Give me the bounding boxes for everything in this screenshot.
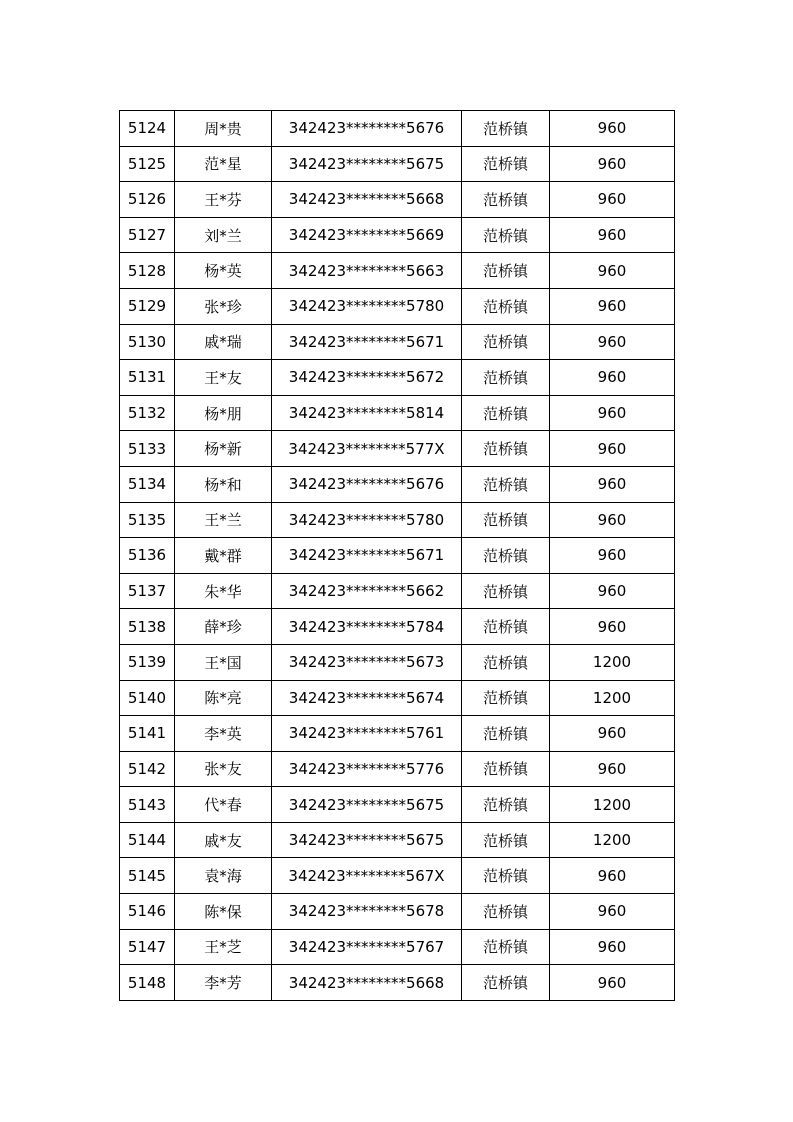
id-number-cell: 342423********5678 [272,894,462,930]
amount-cell: 960 [550,146,675,182]
table-row [120,680,675,716]
town-cell: 范桥镇 [462,431,550,467]
serial-number-cell: 5140 [120,680,175,716]
town-cell: 范桥镇 [462,217,550,253]
name-cell: 周*贵 [175,111,272,147]
town-cell: 范桥镇 [462,644,550,680]
amount-cell: 960 [550,858,675,894]
table-row [120,751,675,787]
town-cell: 范桥镇 [462,324,550,360]
amount-cell: 960 [550,111,675,147]
name-cell: 朱*华 [175,573,272,609]
amount-cell: 960 [550,466,675,502]
town-cell: 范桥镇 [462,182,550,218]
serial-number-cell: 5124 [120,111,175,147]
table-row [120,395,675,431]
table-row [120,431,675,467]
id-number-cell: 342423********5674 [272,680,462,716]
table-row [120,111,675,147]
name-cell: 王*友 [175,360,272,396]
town-cell: 范桥镇 [462,751,550,787]
id-number-cell: 342423********5671 [272,324,462,360]
name-cell: 范*星 [175,146,272,182]
serial-number-cell: 5144 [120,822,175,858]
town-cell: 范桥镇 [462,253,550,289]
id-number-cell: 342423********5669 [272,217,462,253]
table-row [120,894,675,930]
serial-number-cell: 5125 [120,146,175,182]
serial-number-cell: 5143 [120,787,175,823]
town-cell: 范桥镇 [462,680,550,716]
amount-cell: 960 [550,751,675,787]
name-cell: 王*芬 [175,182,272,218]
name-cell: 袁*海 [175,858,272,894]
table-row [120,288,675,324]
serial-number-cell: 5141 [120,716,175,752]
name-cell: 王*芝 [175,929,272,965]
serial-number-cell: 5131 [120,360,175,396]
town-cell: 范桥镇 [462,965,550,1001]
serial-number-cell: 5137 [120,573,175,609]
serial-number-cell: 5127 [120,217,175,253]
serial-number-cell: 5147 [120,929,175,965]
town-cell: 范桥镇 [462,111,550,147]
table-row [120,716,675,752]
amount-cell: 960 [550,217,675,253]
name-cell: 杨*英 [175,253,272,289]
serial-number-cell: 5145 [120,858,175,894]
table-row [120,644,675,680]
name-cell: 薛*珍 [175,609,272,645]
amount-cell: 960 [550,929,675,965]
serial-number-cell: 5139 [120,644,175,680]
amount-cell: 960 [550,288,675,324]
serial-number-cell: 5138 [120,609,175,645]
id-number-cell: 342423********5675 [272,146,462,182]
town-cell: 范桥镇 [462,288,550,324]
id-number-cell: 342423********5672 [272,360,462,396]
id-number-cell: 342423********5780 [272,502,462,538]
amount-cell: 960 [550,253,675,289]
amount-cell: 960 [550,573,675,609]
name-cell: 陈*保 [175,894,272,930]
table-row [120,360,675,396]
id-number-cell: 342423********5668 [272,965,462,1001]
id-number-cell: 342423********577X [272,431,462,467]
amount-cell: 960 [550,360,675,396]
amount-cell: 960 [550,502,675,538]
id-number-cell: 342423********5668 [272,182,462,218]
amount-cell: 960 [550,609,675,645]
id-number-cell: 342423********5663 [272,253,462,289]
amount-cell: 960 [550,965,675,1001]
id-number-cell: 342423********5671 [272,538,462,574]
table-row [120,217,675,253]
serial-number-cell: 5136 [120,538,175,574]
name-cell: 杨*朋 [175,395,272,431]
town-cell: 范桥镇 [462,929,550,965]
name-cell: 王*国 [175,644,272,680]
id-number-cell: 342423********5761 [272,716,462,752]
id-number-cell: 342423********5676 [272,466,462,502]
name-cell: 张*友 [175,751,272,787]
town-cell: 范桥镇 [462,609,550,645]
table-row [120,573,675,609]
name-cell: 陈*亮 [175,680,272,716]
id-number-cell: 342423********5814 [272,395,462,431]
table-row [120,965,675,1001]
name-cell: 王*兰 [175,502,272,538]
amount-cell: 1200 [550,680,675,716]
table-row [120,858,675,894]
name-cell: 刘*兰 [175,217,272,253]
roster-table [119,110,675,1001]
amount-cell: 960 [550,395,675,431]
name-cell: 杨*新 [175,431,272,467]
table-row [120,538,675,574]
town-cell: 范桥镇 [462,894,550,930]
amount-cell: 960 [550,182,675,218]
id-number-cell: 342423********5780 [272,288,462,324]
name-cell: 戴*群 [175,538,272,574]
serial-number-cell: 5142 [120,751,175,787]
table-row [120,609,675,645]
name-cell: 戚*瑞 [175,324,272,360]
serial-number-cell: 5133 [120,431,175,467]
serial-number-cell: 5148 [120,965,175,1001]
serial-number-cell: 5128 [120,253,175,289]
amount-cell: 960 [550,894,675,930]
table-row [120,502,675,538]
amount-cell: 1200 [550,644,675,680]
amount-cell: 960 [550,538,675,574]
amount-cell: 960 [550,716,675,752]
id-number-cell: 342423********5676 [272,111,462,147]
id-number-cell: 342423********5784 [272,609,462,645]
id-number-cell: 342423********5662 [272,573,462,609]
serial-number-cell: 5146 [120,894,175,930]
serial-number-cell: 5126 [120,182,175,218]
id-number-cell: 342423********5675 [272,787,462,823]
amount-cell: 960 [550,324,675,360]
id-number-cell: 342423********5673 [272,644,462,680]
name-cell: 李*芳 [175,965,272,1001]
table-row [120,324,675,360]
serial-number-cell: 5132 [120,395,175,431]
town-cell: 范桥镇 [462,538,550,574]
table-row [120,822,675,858]
id-number-cell: 342423********5675 [272,822,462,858]
serial-number-cell: 5129 [120,288,175,324]
table-row [120,787,675,823]
town-cell: 范桥镇 [462,502,550,538]
serial-number-cell: 5134 [120,466,175,502]
town-cell: 范桥镇 [462,822,550,858]
serial-number-cell: 5135 [120,502,175,538]
town-cell: 范桥镇 [462,360,550,396]
table-row [120,253,675,289]
table-row [120,182,675,218]
amount-cell: 1200 [550,787,675,823]
id-number-cell: 342423********5767 [272,929,462,965]
roster-table-body [120,111,675,1001]
amount-cell: 1200 [550,822,675,858]
serial-number-cell: 5130 [120,324,175,360]
table-row [120,146,675,182]
town-cell: 范桥镇 [462,787,550,823]
name-cell: 李*英 [175,716,272,752]
name-cell: 杨*和 [175,466,272,502]
town-cell: 范桥镇 [462,395,550,431]
name-cell: 代*春 [175,787,272,823]
amount-cell: 960 [550,431,675,467]
town-cell: 范桥镇 [462,858,550,894]
name-cell: 张*珍 [175,288,272,324]
id-number-cell: 342423********567X [272,858,462,894]
town-cell: 范桥镇 [462,466,550,502]
town-cell: 范桥镇 [462,146,550,182]
table-row [120,466,675,502]
name-cell: 戚*友 [175,822,272,858]
id-number-cell: 342423********5776 [272,751,462,787]
town-cell: 范桥镇 [462,716,550,752]
town-cell: 范桥镇 [462,573,550,609]
table-row [120,929,675,965]
